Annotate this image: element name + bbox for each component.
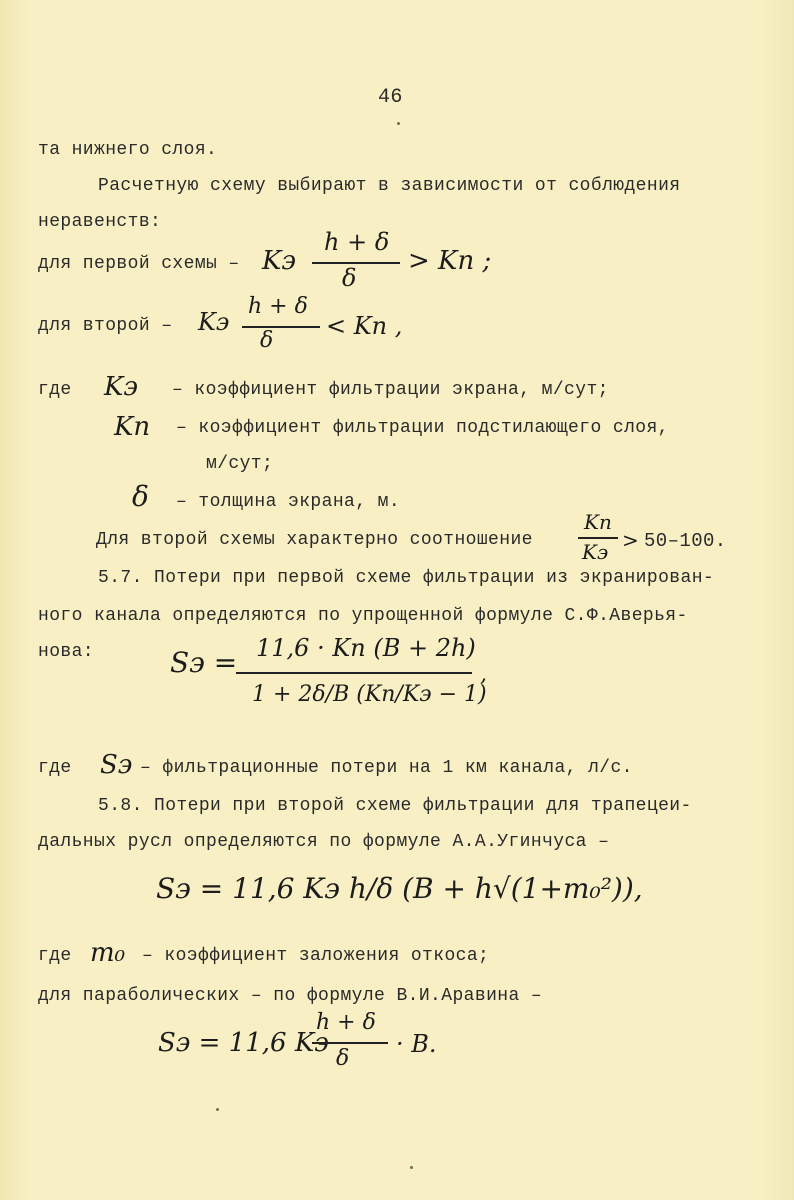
symbol-kn: Kп xyxy=(114,412,151,442)
formula-uginchus: Sэ = 11,6 Kэ h/δ (B + h√(1+m₀²)), xyxy=(156,872,643,905)
fraction-numerator: Kп xyxy=(584,510,612,534)
ratio-fraction xyxy=(578,510,622,570)
ink-speck xyxy=(397,122,400,125)
formula-symbol: Kэ xyxy=(262,246,296,276)
definition-text: – толщина экрана, м. xyxy=(176,492,401,512)
paragraph-line: для параболических – по формуле В.И.Аравина – xyxy=(38,986,543,1006)
formula-label: для второй – xyxy=(38,316,173,336)
text-line: Расчетную схему выбирают в зависимости от соблюдения xyxy=(98,176,681,196)
fraction-bar xyxy=(578,537,618,539)
fraction-denominator: δ xyxy=(336,1046,350,1071)
fraction-denominator: Kэ xyxy=(582,540,609,564)
fraction-numerator: h + δ xyxy=(324,228,390,256)
formula-symbol: Kэ xyxy=(198,308,230,336)
ink-speck xyxy=(216,1108,219,1111)
where-label: где xyxy=(38,380,72,400)
formula-fraction xyxy=(236,632,487,728)
symbol-ke: Kэ xyxy=(104,372,138,402)
paragraph-line: 5.8. Потери при второй схеме фильтрации для трапецеи- xyxy=(98,796,692,816)
definition-text: – фильтрационные потери на 1 км канала, л/с. xyxy=(140,758,633,778)
definition-text: м/сут; xyxy=(206,454,274,474)
definition-text: – коэффициент фильтрации подстилающего слоя, xyxy=(176,418,669,438)
fraction-numerator: h + δ xyxy=(248,294,308,319)
fraction-denominator: δ xyxy=(260,328,274,353)
text-line: та нижнего слоя. xyxy=(38,140,218,160)
formula-lhs: Sэ = xyxy=(170,646,238,679)
symbol-se: Sэ xyxy=(100,750,133,780)
formula-rhs: · B. xyxy=(396,1030,437,1058)
text-line: неравенств: xyxy=(38,212,162,232)
formula-fraction xyxy=(242,294,322,360)
fraction-bar xyxy=(242,326,320,328)
formula-fraction xyxy=(312,228,402,298)
where-label: где xyxy=(38,758,72,778)
formula-rhs: < Kп , xyxy=(326,312,403,340)
formula-lhs: Sэ = 11,6 Kэ xyxy=(158,1028,329,1058)
page-number: 46 xyxy=(378,86,403,109)
fraction-numerator: h + δ xyxy=(316,1010,376,1035)
symbol-m0: m₀ xyxy=(90,938,126,968)
definition-text: – коэффициент заложения откоса; xyxy=(142,946,490,966)
definition-text: – коэффициент фильтрации экрана, м/сут; xyxy=(172,380,609,400)
where-label: где xyxy=(38,946,72,966)
ink-speck xyxy=(410,1166,413,1169)
symbol-delta: δ xyxy=(132,480,149,513)
fraction-denominator: 1 + 2δ/B (Kп/Kэ − 1) xyxy=(252,682,487,707)
fraction-numerator: 11,6 · Kп (B + 2h) xyxy=(256,634,476,662)
paragraph-line: 5.7. Потери при первой схеме фильтрации из экранирован- xyxy=(98,568,715,588)
formula-rhs: > Kп ; xyxy=(408,246,492,276)
fraction-bar xyxy=(236,672,472,674)
paragraph-line: ного канала определяются по упрощенной формуле С.Ф.Аверья- xyxy=(38,606,688,626)
formula-fraction xyxy=(312,1010,392,1076)
text-line: Для второй схемы характерно соотношение xyxy=(96,530,533,550)
ratio-operator: > xyxy=(622,528,639,552)
formula-label: для первой схемы – xyxy=(38,254,240,274)
fraction-denominator: δ xyxy=(342,264,357,292)
ratio-value: 50–100. xyxy=(644,530,727,552)
formula-end: , xyxy=(480,662,487,687)
paragraph-line: нова: xyxy=(38,642,95,662)
fraction-bar xyxy=(312,1042,388,1044)
paragraph-line: дальных русл определяются по формуле А.А.Угинчуса – xyxy=(38,832,610,852)
